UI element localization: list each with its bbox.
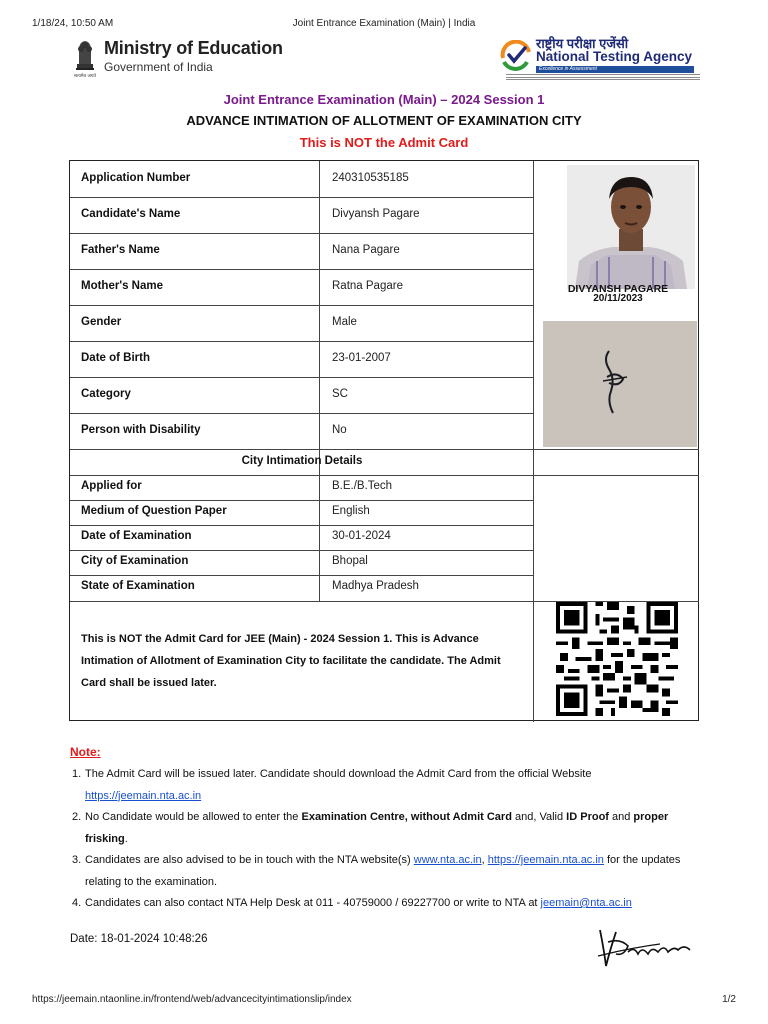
note-number: 3. [72, 854, 82, 866]
label-application-number: Application Number [81, 172, 191, 184]
city-section-title: City Intimation Details [241, 455, 363, 467]
nta-website-link[interactable]: www.nta.ac.in [413, 854, 482, 866]
list-item [72, 764, 712, 807]
authority-signature-icon [590, 920, 700, 972]
qr-code-icon [555, 602, 679, 716]
label-father-name: Father's Name [81, 244, 160, 256]
note-2-text-e: and [608, 811, 634, 823]
note-2-text-d: ID Proof [566, 811, 609, 823]
candidate-signature-icon [543, 321, 697, 447]
note-2-text-c: and, Valid [511, 811, 567, 823]
value-gender: Male [332, 316, 357, 328]
candidate-photo [567, 165, 695, 289]
note-4-text: Candidates can also contact NTA Help Desk at 011 - 40759000 / 69227700 or write to NTA at [85, 897, 541, 909]
value-applied-for: B.E./B.Tech [332, 480, 393, 492]
exam-heading: Joint Entrance Examination (Main) – 2024 Session 1 [223, 92, 545, 107]
label-applied-for: Applied for [81, 480, 142, 492]
label-exam-city: City of Examination [81, 555, 189, 567]
label-category: Category [81, 388, 131, 400]
page-number: 1/2 [722, 994, 736, 1005]
note-2-text-f: proper frisking [85, 811, 669, 845]
value-disability: No [332, 424, 347, 436]
notes-title: Note: [70, 745, 101, 759]
print-datetime: 1/18/24, 10:50 AM [32, 18, 114, 29]
notice-text: This is NOT the Admit Card for JEE (Main) - 2024 Session 1. This is Advance Intimation of Allotment of Examination City to facilitate the candidate. The Admit Card shall be issued later. [81, 633, 501, 689]
nta-logo [500, 34, 700, 84]
value-mother-name: Ratna Pagare [332, 280, 403, 292]
nta-emblem-icon [500, 40, 532, 72]
list-item [72, 893, 712, 915]
candidate-photo-icon [567, 165, 695, 289]
photo-caption-date: 20/11/2023 [593, 293, 643, 304]
note-3-text-a: Candidates are also advised to be in touch with the NTA website(s) [85, 854, 414, 866]
jeemain-link[interactable]: https://jeemain.nta.ac.in [85, 789, 202, 802]
notes-list [72, 764, 712, 915]
note-number: 1. [72, 768, 82, 780]
candidate-signature [543, 321, 697, 447]
ministry-subtitle: Government of India [104, 60, 213, 74]
value-medium: English [332, 505, 370, 517]
motto-text: सत्यमेव जयते [73, 74, 97, 78]
label-exam-date: Date of Examination [81, 530, 192, 542]
print-footer [32, 994, 736, 1008]
value-application-number: 240310535185 [332, 172, 409, 184]
photo-caption-name: DIVYANSH PAGARE [567, 283, 669, 295]
label-disability: Person with Disability [81, 424, 201, 436]
note-3-sep: , [481, 854, 488, 866]
details-box [69, 160, 699, 721]
value-exam-city: Bhopal [332, 555, 368, 567]
label-mother-name: Mother's Name [81, 280, 163, 292]
document-title: ADVANCE INTIMATION OF ALLOTMENT OF EXAMINATION CITY [186, 113, 582, 128]
list-item [72, 807, 712, 850]
label-dob: Date of Birth [81, 352, 150, 364]
note-2-text-b: Examination Centre, without Admit Card [301, 811, 512, 823]
nta-tagline: Excellence in Assessment [536, 66, 694, 73]
value-father-name: Nana Pagare [332, 244, 400, 256]
nta-hindi-name: राष्ट्रीय परीक्षा एजेंसी [536, 36, 629, 51]
label-exam-state: State of Examination [81, 580, 195, 592]
value-category: SC [332, 388, 348, 400]
print-url: https://jeemain.ntaonline.in/frontend/web/advancecityintimationslip/index [32, 994, 352, 1005]
print-title: Joint Entrance Examination (Main) | India [292, 18, 476, 29]
national-emblem-icon [70, 36, 100, 78]
issue-date: Date: 18-01-2024 10:48:26 [70, 933, 208, 945]
label-medium: Medium of Question Paper [81, 505, 227, 517]
list-item [72, 850, 712, 893]
note-3-text-b: for the updates relating to the examination. [85, 854, 681, 888]
label-gender: Gender [81, 316, 122, 328]
note-2-text-g: . [124, 832, 128, 845]
value-exam-date: 30-01-2024 [332, 530, 391, 542]
note-1-text: The Admit Card will be issued later. Candidate should download the Admit Card from the official Website [85, 768, 592, 780]
nta-english-name: National Testing Agency [536, 49, 693, 64]
value-dob: 23-01-2007 [332, 352, 391, 364]
value-candidate-name: Divyansh Pagare [332, 208, 420, 220]
email-link[interactable]: jeemain@nta.ac.in [540, 897, 632, 909]
label-candidate-name: Candidate's Name [81, 208, 181, 220]
print-header [32, 18, 736, 32]
not-admit-card-warning: This is NOT the Admit Card [299, 135, 469, 150]
note-2-text-a: No Candidate would be allowed to enter the [85, 811, 302, 823]
jeemain-website-link[interactable]: https://jeemain.nta.ac.in [487, 854, 604, 866]
nta-fine-print [506, 74, 700, 80]
note-number: 4. [72, 897, 82, 909]
value-exam-state: Madhya Pradesh [332, 580, 419, 592]
ministry-title: Ministry of Education [104, 38, 283, 58]
note-number: 2. [72, 811, 82, 823]
